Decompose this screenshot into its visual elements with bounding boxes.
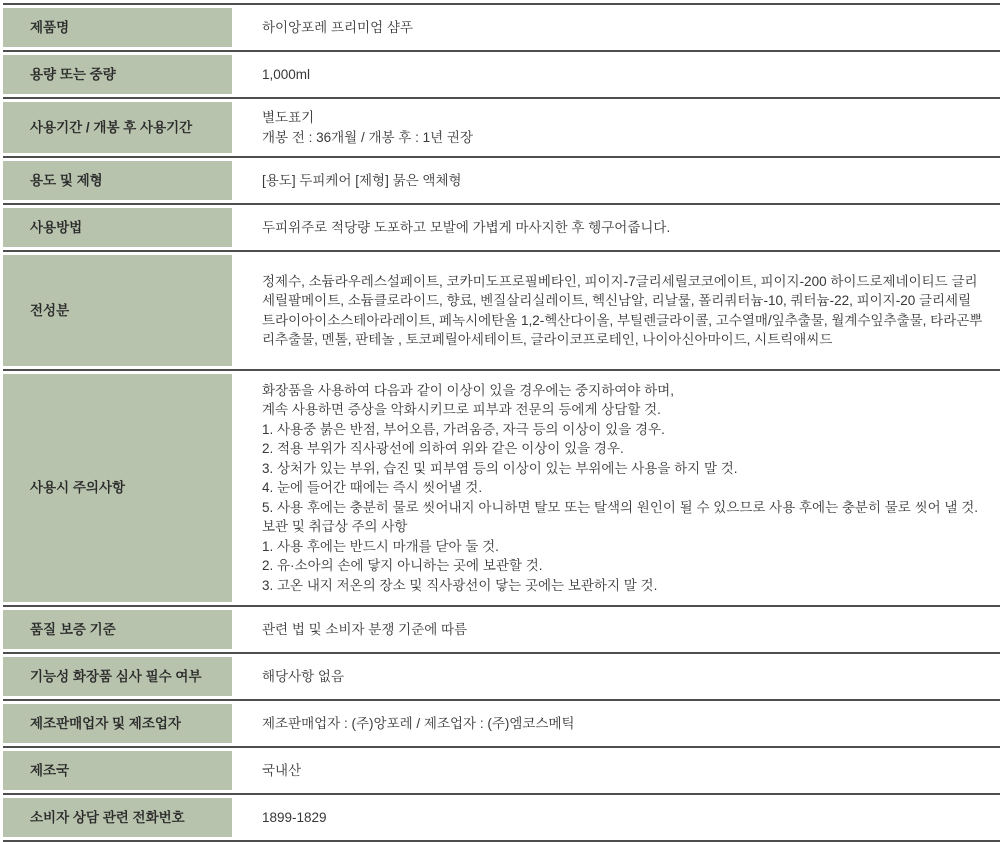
- value-line: 2. 적용 부위가 직사광선에 의하여 위와 같은 이상이 있을 경우.: [262, 441, 624, 457]
- table-row-customer-service-phone: [3, 793, 1000, 842]
- row-value: [232, 161, 1000, 200]
- row-value: [232, 657, 1000, 696]
- table-row-manufacturer: [3, 699, 1000, 746]
- row-value: [232, 751, 1000, 790]
- row-label: 품질 보증 기준: [3, 610, 232, 649]
- row-value: [232, 8, 1000, 47]
- row-label: 사용방법: [3, 208, 232, 247]
- row-value: [232, 798, 1000, 837]
- table-row-ingredients: [3, 250, 1000, 369]
- row-value: [232, 374, 1000, 602]
- value-line: 국내산: [262, 762, 302, 778]
- row-value: [232, 55, 1000, 94]
- row-label: 제품명: [3, 8, 232, 47]
- value-line: 보관 및 취급상 주의 사항: [262, 519, 408, 535]
- value-line: 두피위주로 적당량 도포하고 모발에 가볍게 마사지한 후 헹구어줍니다.: [262, 219, 671, 235]
- value-line: 1. 사용 후에는 반드시 마개를 닫아 둘 것.: [262, 538, 499, 554]
- table-row-functional-review: [3, 652, 1000, 699]
- value-line: 하이앙포레 프리미엄 샴푸: [262, 19, 413, 35]
- table-row-quality-guarantee: [3, 605, 1000, 652]
- value-line: 정제수, 소듐라우레스설페이트, 코카미도프로필베타인, 피이지-7글리세릴코코에이트, 피이지-200 하이드로제네이티드 글리세릴팔메이트, 소듐클로라이드, 향료, 벤질살리실레이트, 헥신남알, 리날룰, 폴리쿼터늄-10, 쿼터늄-22, 피이지-20 글리세릴트라이아이소스테아라레이트, 페녹시에탄올 1,2-헥산다이올, 부틸렌글라이콜, 고수열매/잎추출물, 월계수잎추출물, 타라곤뿌리추출물, 멘톨, 판테놀 , 토코페릴아세테이트, 글라이코프로테인, 나이아신아마이드, 시트릭애씨드: [262, 273, 983, 347]
- row-label: 전성분: [3, 255, 232, 366]
- value-line: 1899-1829: [262, 809, 327, 825]
- row-value: [232, 255, 1000, 366]
- value-line: 4. 눈에 들어간 때에는 즉시 씻어낼 것.: [262, 480, 483, 496]
- value-line: 제조판매업자 : (주)앙포레 / 제조업자 : (주)엠코스메틱: [262, 715, 575, 731]
- table-row-volume: [3, 50, 1000, 97]
- row-label: 사용기간 / 개봉 후 사용기간: [3, 102, 232, 153]
- product-info-table: [3, 3, 1000, 842]
- table-row-country-of-origin: [3, 746, 1000, 793]
- value-line: 별도표기: [262, 110, 315, 125]
- row-label: 사용시 주의사항: [3, 374, 232, 602]
- row-value: [232, 208, 1000, 247]
- value-line: 개봉 전 : 36개월 / 개봉 후 : 1년 권장: [262, 129, 473, 145]
- row-label: 제조판매업자 및 제조업자: [3, 704, 232, 743]
- value-line: 관련 법 및 소비자 분쟁 기준에 따름: [262, 621, 468, 637]
- row-label: 소비자 상담 관련 전화번호: [3, 798, 232, 837]
- table-row-how-to-use: [3, 203, 1000, 250]
- value-line: [용도] 두피케어 [제형] 묽은 액체형: [262, 172, 462, 188]
- row-value: [232, 102, 1000, 153]
- row-label: 용도 및 제형: [3, 161, 232, 200]
- value-line: 5. 사용 후에는 충분히 물로 씻어내지 아니하면 탈모 또는 탈색의 원인이 될 수 있으므로 사용 후에는 충분히 물로 씻어 낼 것.: [262, 499, 978, 515]
- value-line: 3. 상처가 있는 부위, 습진 및 피부염 등의 이상이 있는 부위에는 사용을 하지 말 것.: [262, 460, 738, 476]
- value-line: 2. 유·소아의 손에 닿지 아니하는 곳에 보관할 것.: [262, 558, 543, 574]
- table-row-product-name: [3, 3, 1000, 50]
- table-row-usage-period: [3, 97, 1000, 156]
- row-label: 용량 또는 중량: [3, 55, 232, 94]
- value-line: 화장품을 사용하여 다음과 같이 이상이 있을 경우에는 중지하여야 하며,: [262, 382, 674, 398]
- value-line: 3. 고온 내지 저온의 장소 및 직사광선이 닿는 곳에는 보관하지 말 것.: [262, 577, 658, 593]
- value-line: 1. 사용중 붉은 반점, 부어오름, 가려움증, 자극 등의 이상이 있을 경우.: [262, 421, 665, 437]
- row-label: 기능성 화장품 심사 필수 여부: [3, 657, 232, 696]
- table-row-purpose-form: [3, 156, 1000, 203]
- value-line: 해당사항 없음: [262, 668, 344, 684]
- row-value: [232, 610, 1000, 649]
- table-row-cautions: [3, 369, 1000, 605]
- row-value: [232, 704, 1000, 743]
- value-line: 1,000ml: [262, 66, 311, 82]
- row-label: 제조국: [3, 751, 232, 790]
- value-line: 계속 사용하면 증상을 악화시키므로 피부과 전문의 등에게 상담할 것.: [262, 402, 661, 418]
